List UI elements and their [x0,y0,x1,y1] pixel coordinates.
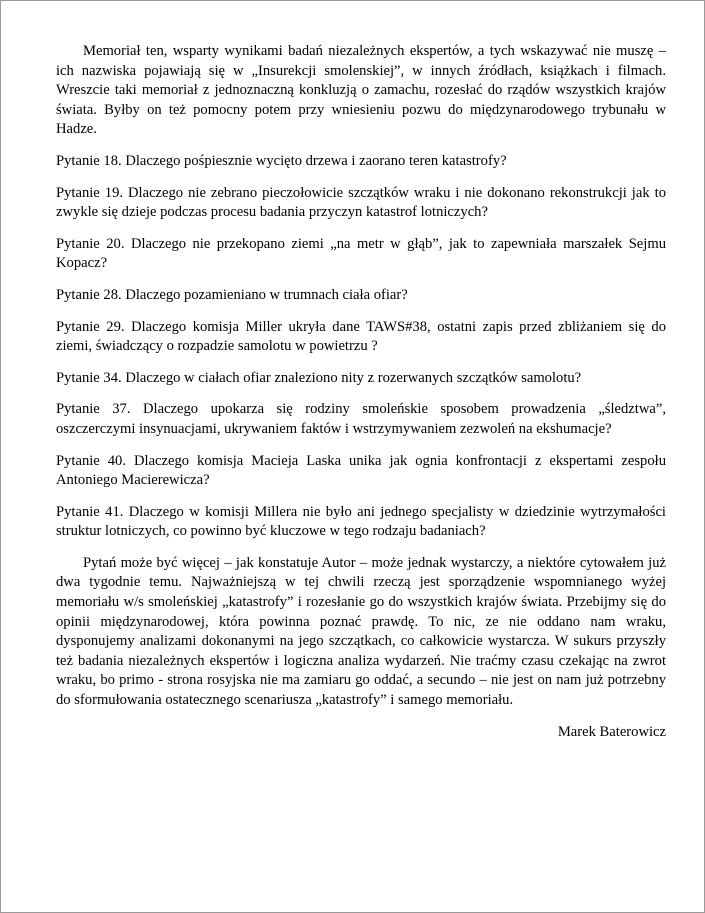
question-29: Pytanie 29. Dlaczego komisja Miller ukryła dane TAWS#38, ostatni zapis przed zbliżaniem się do ziemi, świadczący o rozpadzie samolotu w powietrzu ? [56,318,666,355]
question-28: Pytanie 28. Dlaczego pozamieniano w trumnach ciała ofiar? [56,286,408,303]
question-18: Pytanie 18. Dlaczego pośpiesznie wycięto drzewa i zaorano teren katastrofy? [56,152,507,169]
closing-paragraph: Pytań może być więcej – jak konstatuje Autor – może jednak wystarczy, a niektóre cytowałem już dwa tygodnie temu. Najważniejszą w tej chwili rzeczą jest sporządzenie wspomnianego wyżej memoriału w/s smoleńskiej „katastrofy” i rozesłanie go do wszystkich krajów świata. Przebijmy się do opinii międzynarodowej, która powinna poznać prawdę. To nic, ze nie oddano nam wraku, dysponujemy analizami dokonanymi na jego szczątkach, co całkowicie wystarcza. W sukurs przyszły też badania niezależnych ekspertów i logiczna analiza wydarzeń. Nie traćmy czasu czekając na zwrot wraku, bo primo - strona rosyjska nie ma zamiaru go oddać, a secundo – nie jest on nam już potrzebny do sformułowania ostatecznego scenariusza „katastrofy” i samego memoriału. [56,554,666,709]
question-41: Pytanie 41. Dlaczego w komisji Millera nie było ani jednego specjalisty w dziedzinie wytrzymałości struktur lotniczych, co powinno być kluczowe w tego rodzaju badaniach? [56,503,666,540]
question-20: Pytanie 20. Dlaczego nie przekopano ziemi „na metr w głąb”, jak to zapewniała marszałek Sejmu Kopacz? [56,235,666,272]
question-40: Pytanie 40. Dlaczego komisja Macieja Laska unika jak ognia konfrontacji z ekspertami zespołu Antoniego Macierewicza? [56,452,666,489]
question-34: Pytanie 34. Dlaczego w ciałach ofiar znaleziono nity z rozerwanych szczątków samolotu? [56,369,582,386]
author-signature: Marek Baterowicz [557,723,666,740]
intro-paragraph: Memoriał ten, wsparty wynikami badań niezależnych ekspertów, a tych wskazywać nie muszę – ich nazwiska pojawiają się w „Insurekcji smolenskiej”, w innych źródłach, książkach i filmach. Wreszcie taki memoriał z jednoznaczną konkluzją o zamachu, rozesłać do rządów wszystkich krajów świata. Byłby on też pomocny potem przy wniesieniu pozwu do międzynarodowego trybunału w Hadze. [56,43,666,138]
document-body [56,42,666,754]
question-37: Pytanie 37. Dlaczego upokarza się rodziny smoleńskie sposobem prowadzenia „śledztwa”, oszczerczymi insynuacjami, ukrywaniem faktów i wstrzymywaniem zezwoleń na ekshumacje? [56,401,666,437]
question-19: Pytanie 19. Dlaczego nie zebrano pieczołowicie szczątków wraku i nie dokonano rekonstrukcji jak to zwykle się dzieje podczas procesu badania przyczyn katastrof lotniczych? [56,184,666,221]
